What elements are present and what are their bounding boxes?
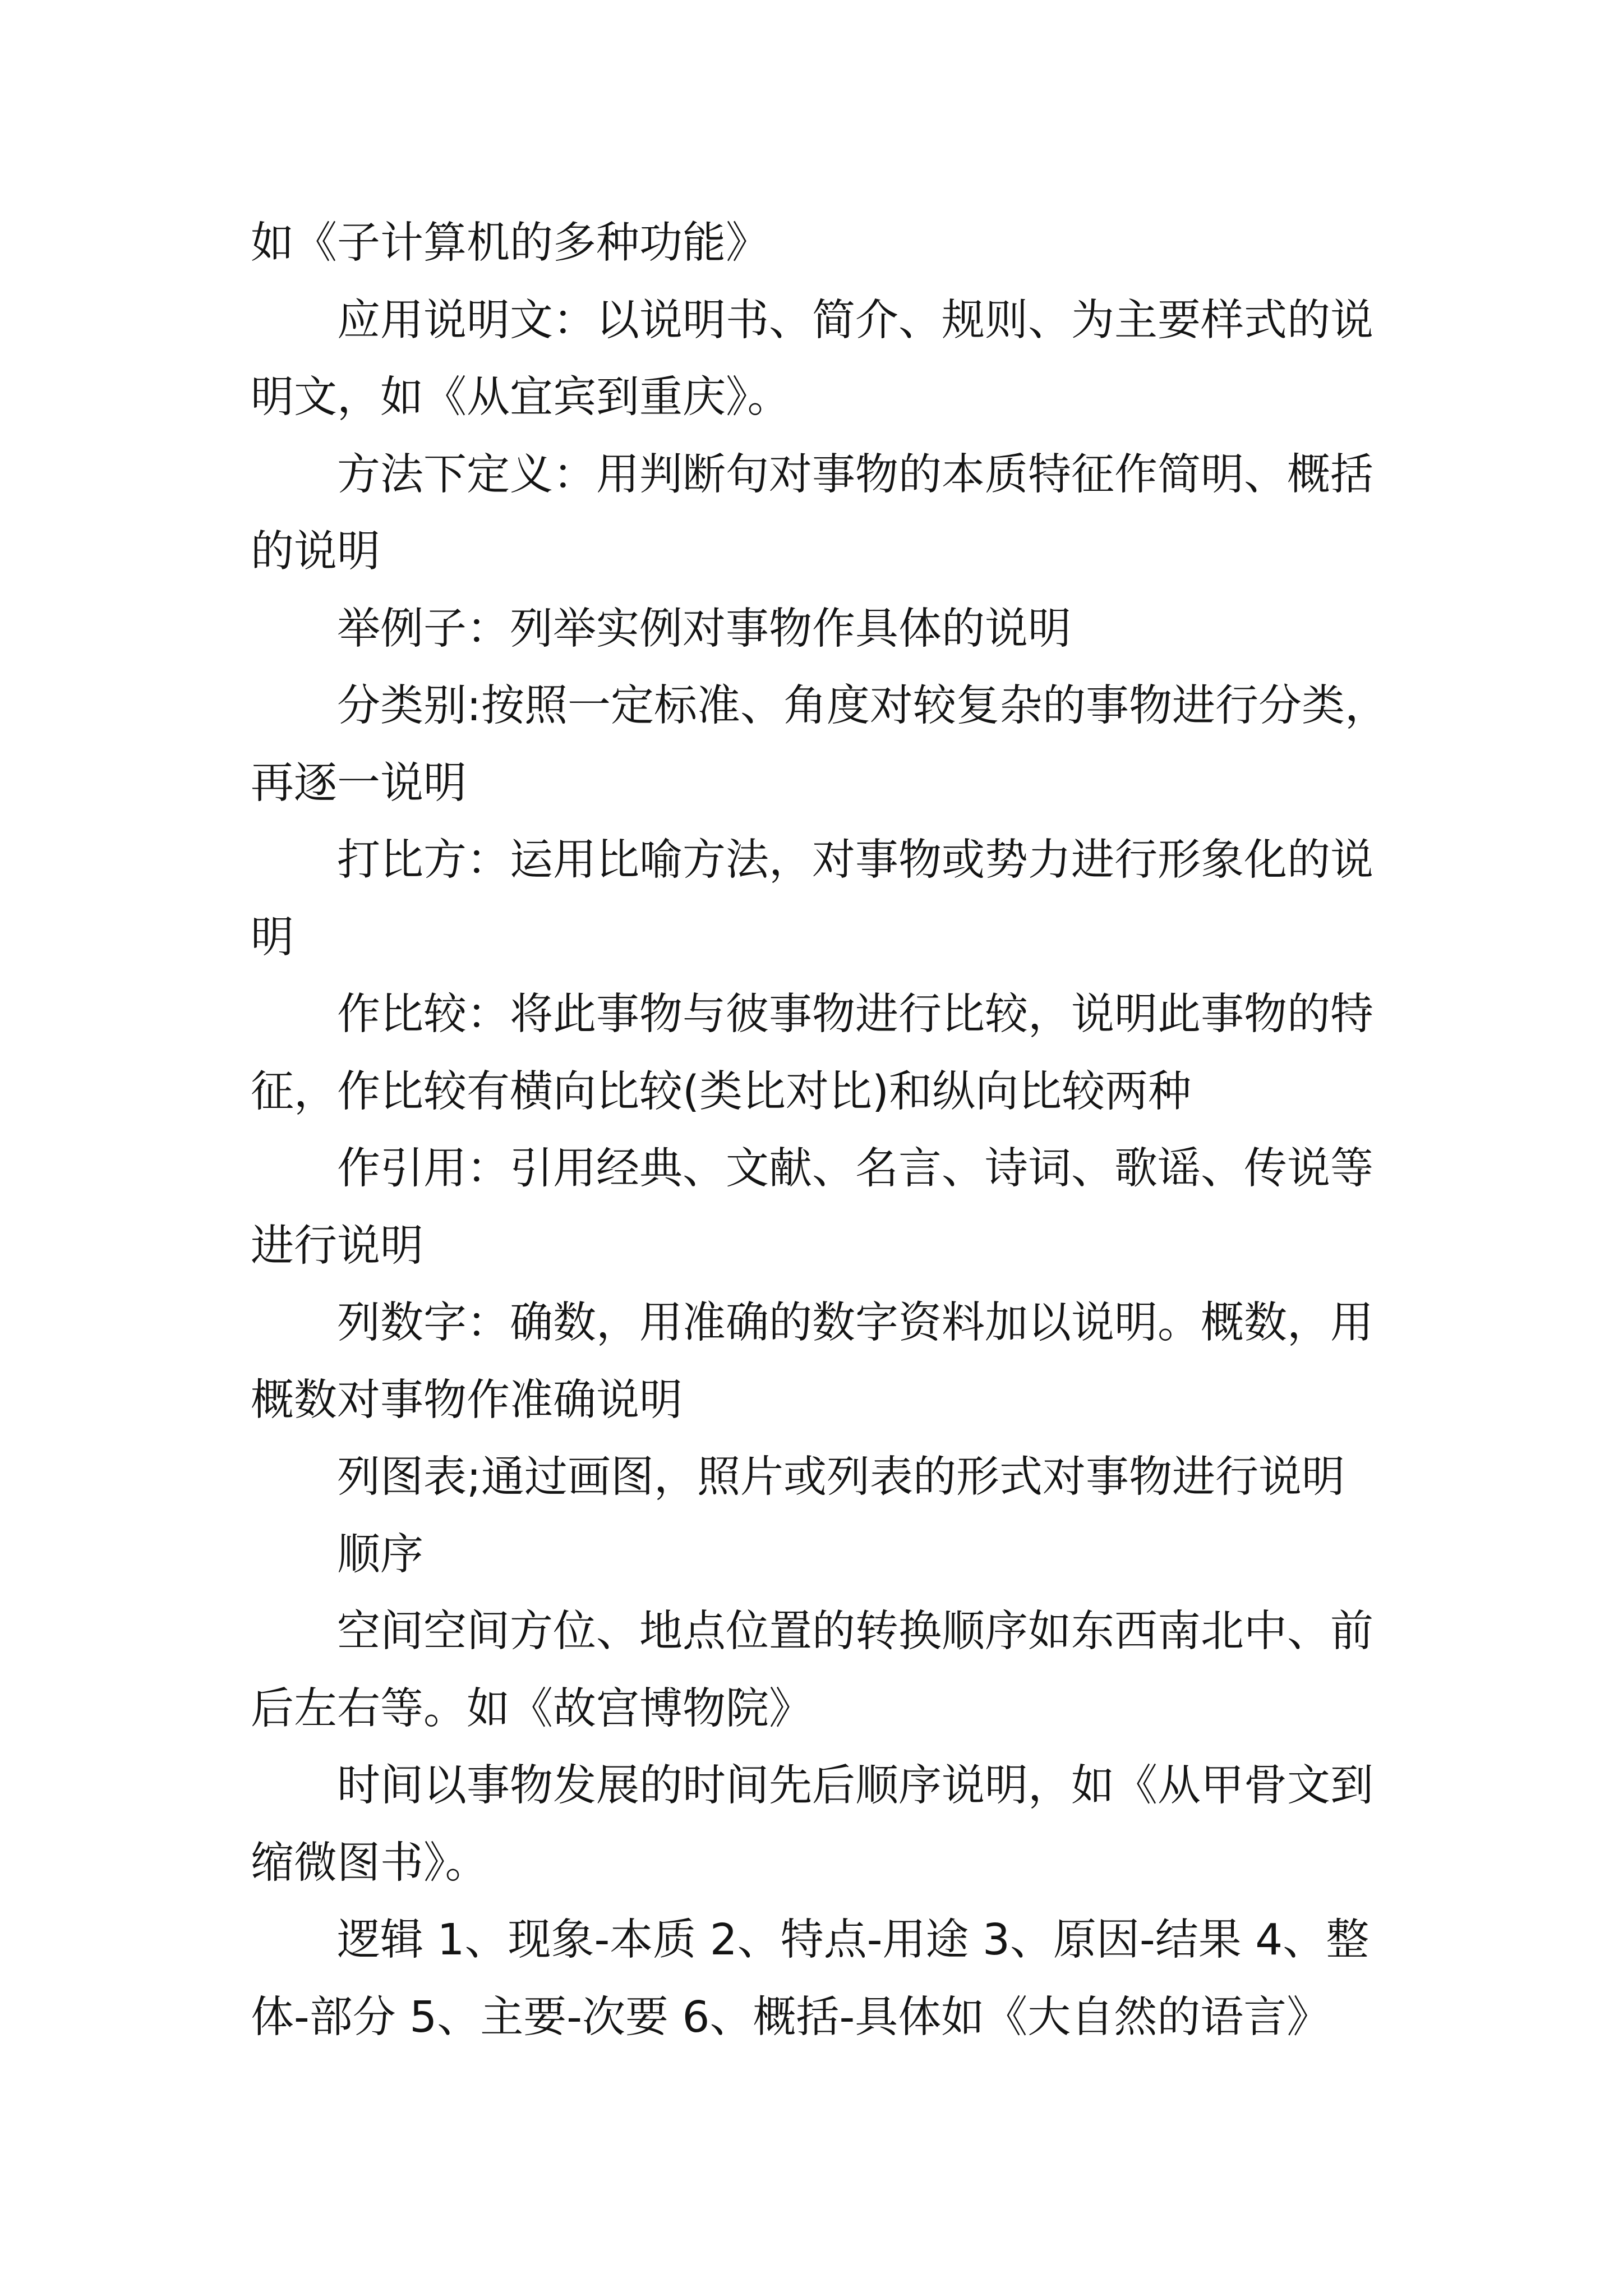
text-line: 再逐一说明: [251, 758, 467, 808]
body-text: [251, 205, 1473, 2056]
text-line: 明: [251, 912, 294, 963]
text-line: 概数对事物作准确说明: [251, 1375, 683, 1425]
text-line: 时间以事物发展的时间先后顺序说明，如《从甲骨文到: [337, 1761, 1373, 1811]
text-line: 如《子计算机的多种功能》: [251, 218, 769, 268]
text-line: 作引用：引用经典、文献、名言、诗词、歌谣、传说等: [337, 1144, 1373, 1194]
text-line: 方法下定义：用判断句对事物的本质特征作简明、概括: [337, 449, 1373, 500]
text-line: 明文，如《从宜宾到重庆》。: [251, 372, 791, 422]
text-line: 举例子：列举实例对事物作具体的说明: [337, 604, 1071, 654]
text-line: 后左右等。如《故宫博物院》: [251, 1683, 812, 1734]
text-line: 进行说明: [251, 1221, 423, 1271]
text-line: 应用说明文：以说明书、简介、规则、为主要样式的说: [337, 295, 1373, 346]
text-line: 打比方：运用比喻方法，对事物或势力进行形象化的说: [337, 835, 1373, 885]
section-heading: 顺序: [337, 1529, 423, 1580]
text-line: 作比较：将此事物与彼事物进行比较，说明此事物的特: [337, 990, 1373, 1039]
text-line: 逻辑 1、现象-本质 2、特点-用途 3、原因-结果 4、整: [337, 1915, 1370, 1965]
text-line: 空间空间方位、地点位置的转换顺序如东西南北中、前: [337, 1607, 1373, 1657]
text-line: 的说明: [251, 527, 380, 577]
text-line: 列图表;通过画图，照片或列表的形式对事物进行说明: [337, 1452, 1345, 1502]
text-line: 列数字：确数，用准确的数字资料加以说明。概数，用: [337, 1298, 1373, 1348]
text-line: 分类别:按照一定标准、角度对较复杂的事物进行分类，: [337, 681, 1388, 731]
text-line: 征，作比较有横向比较(类比对比)和纵向比较两种: [251, 1066, 1192, 1117]
text-line: 缩微图书》。: [251, 1838, 488, 1888]
text-line: 体-部分 5、主要-次要 6、概括-具体如《大自然的语言》: [251, 1992, 1330, 2042]
